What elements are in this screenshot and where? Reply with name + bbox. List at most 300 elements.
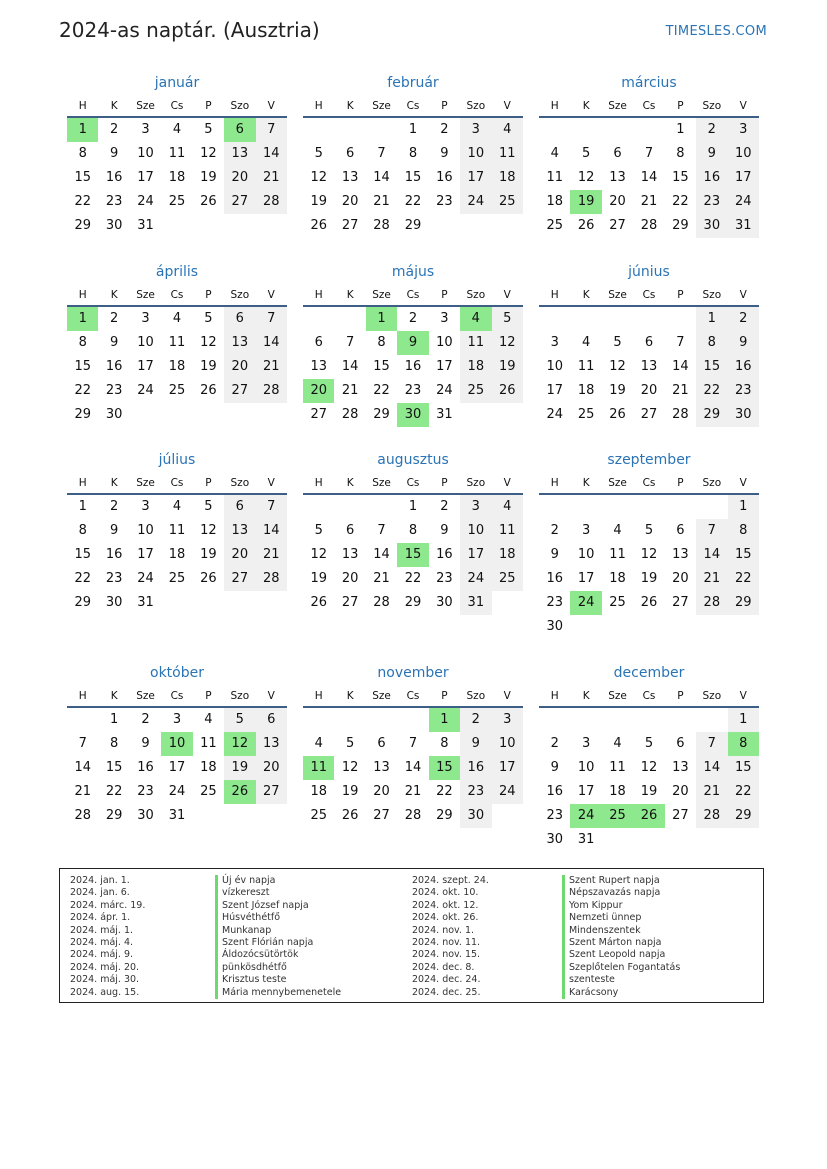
holiday-day-cell: 26 xyxy=(633,804,664,828)
day-cell: 6 xyxy=(644,335,654,350)
day-cell: 30 xyxy=(728,403,759,427)
holiday-date: 2024. nov. 11. xyxy=(412,936,481,948)
month-name: október xyxy=(150,665,204,681)
day-cell: 24 xyxy=(168,784,186,799)
day-cell: 22 xyxy=(105,784,123,799)
day-cell: 26 xyxy=(577,218,595,233)
day-cell: 11 xyxy=(168,523,186,538)
day-cell: 1 xyxy=(676,122,685,137)
day-cell: 7 xyxy=(644,146,654,161)
holiday-date: 2024. dec. 24. xyxy=(412,974,481,986)
holiday-dates-right xyxy=(412,875,489,999)
day-cell: 9 xyxy=(109,335,119,350)
day-cell: 17 xyxy=(436,359,453,374)
day-cell: 13 xyxy=(224,331,255,355)
weekday-label: P xyxy=(677,690,684,702)
empty-cell xyxy=(696,495,727,519)
day-cell: 14 xyxy=(256,519,287,543)
day-cell: 17 xyxy=(577,784,595,799)
day-cell: 30 xyxy=(546,619,563,634)
day-cell: 13 xyxy=(341,547,359,562)
day-cell: 22 xyxy=(404,571,422,586)
day-cell: 3 xyxy=(728,118,759,142)
empty-cell xyxy=(570,708,601,732)
holiday-name: Szeplőtelen Fogantatás xyxy=(562,962,680,974)
holiday-name: pünkösdhétfő xyxy=(215,962,341,974)
day-cell: 17 xyxy=(137,170,154,185)
day-cell: 10 xyxy=(137,523,154,538)
day-cell: 29 xyxy=(672,218,689,233)
day-cell: 31 xyxy=(460,591,491,615)
weekday-header xyxy=(539,686,759,708)
weekday-header xyxy=(303,96,523,118)
weekday-label: Szo xyxy=(702,289,722,301)
day-cell: 10 xyxy=(546,359,563,374)
day-cell: 24 xyxy=(460,190,491,214)
day-cell: 15 xyxy=(74,170,91,185)
day-cell: 9 xyxy=(550,760,559,775)
day-cell: 27 xyxy=(672,808,689,823)
day-cell: 14 xyxy=(256,331,287,355)
day-cell: 23 xyxy=(105,194,123,209)
day-cell: 2 xyxy=(696,118,727,142)
weekday-label: H xyxy=(550,477,559,489)
weekday-header xyxy=(539,285,759,307)
weekday-label: P xyxy=(205,477,212,489)
day-cell: 4 xyxy=(172,499,182,514)
day-cell: 8 xyxy=(440,736,449,751)
weekday-label: V xyxy=(267,100,275,112)
weekday-label: H xyxy=(78,289,87,301)
holiday-day-cell: 24 xyxy=(570,804,601,828)
day-cell: 11 xyxy=(577,359,595,374)
weekday-label: Cs xyxy=(406,477,420,489)
day-cell: 29 xyxy=(728,804,759,828)
day-cell: 23 xyxy=(546,808,563,823)
day-cell: 24 xyxy=(436,383,453,398)
holiday-date: 2024. ápr. 1. xyxy=(70,912,131,924)
day-cell: 19 xyxy=(640,571,658,586)
day-cell: 4 xyxy=(550,146,559,161)
day-cell: 17 xyxy=(492,756,523,780)
day-cell: 9 xyxy=(109,523,119,538)
day-cell: 14 xyxy=(256,142,287,166)
day-cell: 29 xyxy=(404,218,422,233)
holiday-day-cell: 25 xyxy=(602,804,633,828)
day-cell: 22 xyxy=(404,194,422,209)
weekday-label: P xyxy=(677,100,684,112)
day-cell: 11 xyxy=(546,170,563,185)
holiday-day-cell: 10 xyxy=(161,732,192,756)
weekday-label: K xyxy=(582,477,590,489)
day-grid xyxy=(303,495,523,615)
empty-cell xyxy=(334,307,365,331)
day-cell: 27 xyxy=(640,407,658,422)
weekday-label: H xyxy=(314,477,323,489)
day-cell: 3 xyxy=(440,311,449,326)
day-cell: 22 xyxy=(74,194,91,209)
day-cell: 14 xyxy=(696,756,727,780)
day-cell: 6 xyxy=(676,736,685,751)
day-cell: 21 xyxy=(373,194,390,209)
day-cell: 5 xyxy=(204,122,213,137)
day-cell: 25 xyxy=(577,407,595,422)
holiday-date: 2024. máj. 9. xyxy=(70,949,134,961)
day-cell: 7 xyxy=(696,519,727,543)
month-block xyxy=(67,72,287,238)
weekday-label: Sze xyxy=(136,100,155,112)
weekday-header xyxy=(67,96,287,118)
day-cell: 26 xyxy=(640,595,658,610)
day-cell: 4 xyxy=(172,311,182,326)
day-cell: 29 xyxy=(436,808,453,823)
empty-cell xyxy=(633,495,664,519)
day-cell: 2 xyxy=(141,712,150,727)
day-cell: 29 xyxy=(74,407,91,422)
day-cell: 13 xyxy=(609,170,626,185)
day-cell: 30 xyxy=(436,595,453,610)
holiday-day-cell: 15 xyxy=(429,756,460,780)
weekday-label: V xyxy=(503,477,511,489)
weekday-label: P xyxy=(677,477,684,489)
weekday-label: H xyxy=(314,100,323,112)
day-cell: 26 xyxy=(200,383,217,398)
empty-cell xyxy=(665,307,696,331)
day-cell: 22 xyxy=(373,383,390,398)
weekday-header xyxy=(67,285,287,307)
weekday-label: Sze xyxy=(372,100,391,112)
weekday-label: K xyxy=(110,690,118,702)
day-cell: 17 xyxy=(460,543,491,567)
day-cell: 20 xyxy=(224,543,255,567)
day-cell: 3 xyxy=(581,736,591,751)
day-cell: 14 xyxy=(672,359,689,374)
day-cell: 2 xyxy=(109,499,119,514)
weekday-label: V xyxy=(503,289,511,301)
month-block xyxy=(539,449,759,639)
day-cell: 3 xyxy=(141,122,150,137)
day-cell: 11 xyxy=(609,547,626,562)
empty-cell xyxy=(366,708,397,732)
weekday-label: P xyxy=(205,690,212,702)
holiday-day-cell: 12 xyxy=(224,732,255,756)
holiday-day-cell: 20 xyxy=(303,379,334,403)
holiday-name: Munkanap xyxy=(215,925,341,937)
day-cell: 9 xyxy=(728,331,759,355)
empty-cell xyxy=(570,495,601,519)
day-cell: 13 xyxy=(310,359,327,374)
day-cell: 28 xyxy=(640,218,658,233)
day-cell: 13 xyxy=(373,760,390,775)
day-cell: 21 xyxy=(672,383,689,398)
day-cell: 19 xyxy=(640,784,658,799)
day-cell: 29 xyxy=(728,591,759,615)
day-cell: 25 xyxy=(609,595,626,610)
empty-cell xyxy=(633,307,664,331)
empty-cell xyxy=(602,118,633,142)
day-cell: 11 xyxy=(168,335,186,350)
day-cell: 30 xyxy=(105,218,123,233)
day-cell: 8 xyxy=(78,146,87,161)
holiday-day-cell: 6 xyxy=(224,118,255,142)
day-cell: 15 xyxy=(105,760,123,775)
day-cell: 23 xyxy=(105,571,123,586)
empty-cell xyxy=(570,307,601,331)
day-cell: 16 xyxy=(105,547,123,562)
day-cell: 2 xyxy=(408,311,418,326)
holiday-day-cell: 26 xyxy=(224,780,255,804)
weekday-label: K xyxy=(110,477,118,489)
weekday-label: V xyxy=(739,477,747,489)
weekday-label: Szo xyxy=(466,690,486,702)
day-cell: 27 xyxy=(224,190,255,214)
day-cell: 12 xyxy=(640,760,658,775)
holiday-date: 2024. máj. 30. xyxy=(70,974,140,986)
day-grid xyxy=(303,708,523,828)
holiday-date: 2024. márc. 19. xyxy=(70,899,146,911)
day-cell: 30 xyxy=(460,804,491,828)
month-name: január xyxy=(154,75,200,91)
day-cell: 28 xyxy=(373,595,390,610)
holiday-names-right xyxy=(562,875,680,999)
weekday-label: Szo xyxy=(230,477,250,489)
day-grid xyxy=(67,307,287,427)
day-cell: 2 xyxy=(460,708,491,732)
day-cell: 4 xyxy=(172,122,182,137)
day-cell: 9 xyxy=(141,736,150,751)
weekday-label: Cs xyxy=(406,690,420,702)
day-cell: 25 xyxy=(546,218,563,233)
day-cell: 3 xyxy=(172,712,182,727)
day-cell: 29 xyxy=(373,407,390,422)
day-cell: 2 xyxy=(109,311,119,326)
day-cell: 2 xyxy=(440,499,449,514)
day-cell: 8 xyxy=(78,523,87,538)
day-cell: 18 xyxy=(492,166,523,190)
day-cell: 12 xyxy=(310,547,327,562)
day-cell: 9 xyxy=(696,142,727,166)
day-cell: 16 xyxy=(137,760,154,775)
holiday-name: Mária mennybemenetele xyxy=(215,987,341,999)
day-cell: 23 xyxy=(404,383,422,398)
day-cell: 30 xyxy=(105,407,123,422)
day-cell: 9 xyxy=(440,523,449,538)
weekday-label: V xyxy=(739,690,747,702)
weekday-label: V xyxy=(267,289,275,301)
day-cell: 21 xyxy=(640,194,658,209)
empty-cell xyxy=(397,708,428,732)
weekday-label: Sze xyxy=(372,690,391,702)
month-block xyxy=(303,72,523,238)
brand-link[interactable]: TIMESLES.COM xyxy=(665,24,767,39)
holiday-day-cell: 4 xyxy=(460,307,491,331)
day-cell: 21 xyxy=(256,355,287,379)
day-cell: 12 xyxy=(200,146,217,161)
weekday-label: Cs xyxy=(642,289,656,301)
day-cell: 10 xyxy=(577,547,595,562)
day-cell: 7 xyxy=(696,732,727,756)
day-cell: 15 xyxy=(373,359,390,374)
empty-cell xyxy=(366,495,397,519)
day-cell: 17 xyxy=(728,166,759,190)
holiday-day-cell: 1 xyxy=(366,307,397,331)
day-cell: 29 xyxy=(696,403,727,427)
day-cell: 25 xyxy=(492,190,523,214)
day-cell: 6 xyxy=(224,307,255,331)
month-name: július xyxy=(158,452,196,468)
day-cell: 10 xyxy=(492,732,523,756)
day-cell: 26 xyxy=(310,218,327,233)
day-cell: 20 xyxy=(256,756,287,780)
empty-cell xyxy=(633,118,664,142)
page-title: 2024-as naptár. (Ausztria) xyxy=(59,18,320,42)
day-grid xyxy=(539,307,759,427)
weekday-label: H xyxy=(314,690,323,702)
holiday-names-left xyxy=(215,875,341,999)
day-cell: 22 xyxy=(672,194,689,209)
day-cell: 22 xyxy=(728,567,759,591)
holiday-name: Szent Márton napja xyxy=(562,937,680,949)
day-cell: 8 xyxy=(78,335,87,350)
day-cell: 4 xyxy=(204,712,213,727)
holiday-name: Szent József napja xyxy=(215,900,341,912)
day-cell: 28 xyxy=(672,407,689,422)
day-cell: 26 xyxy=(200,571,217,586)
day-cell: 5 xyxy=(345,736,355,751)
day-cell: 9 xyxy=(440,146,449,161)
day-cell: 7 xyxy=(256,118,287,142)
day-cell: 22 xyxy=(728,780,759,804)
day-cell: 16 xyxy=(404,359,422,374)
day-cell: 17 xyxy=(137,359,154,374)
holiday-date: 2024. okt. 10. xyxy=(412,887,479,899)
day-cell: 12 xyxy=(200,335,217,350)
weekday-label: P xyxy=(677,289,684,301)
day-grid xyxy=(539,708,759,852)
weekday-label: H xyxy=(78,100,87,112)
day-cell: 1 xyxy=(78,499,87,514)
empty-cell xyxy=(303,495,334,519)
day-cell: 18 xyxy=(168,359,186,374)
day-cell: 17 xyxy=(546,383,563,398)
day-cell: 9 xyxy=(550,547,559,562)
day-cell: 21 xyxy=(696,780,727,804)
weekday-label: H xyxy=(78,690,87,702)
day-cell: 20 xyxy=(224,166,255,190)
day-cell: 28 xyxy=(256,190,287,214)
day-cell: 8 xyxy=(696,331,727,355)
day-cell: 22 xyxy=(74,571,91,586)
day-cell: 2 xyxy=(550,523,559,538)
day-cell: 18 xyxy=(460,355,491,379)
day-cell: 20 xyxy=(341,194,359,209)
day-cell: 16 xyxy=(696,166,727,190)
day-cell: 4 xyxy=(613,736,622,751)
day-cell: 23 xyxy=(728,379,759,403)
day-cell: 25 xyxy=(310,808,327,823)
holiday-date: 2024. dec. 8. xyxy=(412,961,475,973)
holiday-name: Krisztus teste xyxy=(215,974,341,986)
day-cell: 21 xyxy=(74,784,91,799)
day-cell: 25 xyxy=(168,571,186,586)
holiday-date: 2024. okt. 26. xyxy=(412,912,479,924)
holiday-name: Új év napja xyxy=(215,875,341,887)
day-cell: 3 xyxy=(581,523,591,538)
day-cell: 12 xyxy=(577,170,595,185)
day-cell: 27 xyxy=(224,379,255,403)
day-cell: 10 xyxy=(436,335,453,350)
weekday-label: H xyxy=(550,289,559,301)
weekday-label: V xyxy=(739,100,747,112)
weekday-label: Cs xyxy=(170,289,184,301)
day-cell: 19 xyxy=(492,355,523,379)
weekday-label: Szo xyxy=(230,690,250,702)
day-cell: 17 xyxy=(137,547,154,562)
day-cell: 12 xyxy=(341,760,359,775)
month-block xyxy=(303,261,523,427)
holiday-day-cell: 30 xyxy=(397,403,428,427)
day-cell: 19 xyxy=(341,784,359,799)
weekday-header xyxy=(303,473,523,495)
weekday-label: V xyxy=(503,100,511,112)
weekday-label: Sze xyxy=(608,100,627,112)
month-name: december xyxy=(613,665,685,681)
day-cell: 14 xyxy=(74,760,91,775)
day-cell: 27 xyxy=(609,218,626,233)
day-cell: 1 xyxy=(728,495,759,519)
day-cell: 7 xyxy=(408,736,418,751)
day-cell: 29 xyxy=(404,595,422,610)
holiday-day-cell: 24 xyxy=(570,591,601,615)
month-name: május xyxy=(391,264,435,280)
day-cell: 3 xyxy=(460,495,491,519)
day-cell: 8 xyxy=(408,523,418,538)
holiday-dates-left xyxy=(70,875,145,999)
weekday-header xyxy=(303,285,523,307)
day-cell: 18 xyxy=(546,194,563,209)
day-cell: 1 xyxy=(696,307,727,331)
weekday-label: Sze xyxy=(372,289,391,301)
day-cell: 10 xyxy=(460,142,491,166)
day-cell: 20 xyxy=(609,194,626,209)
month-block xyxy=(67,449,287,615)
day-cell: 24 xyxy=(137,571,154,586)
day-cell: 26 xyxy=(310,595,327,610)
day-cell: 16 xyxy=(105,170,123,185)
day-cell: 28 xyxy=(696,804,727,828)
month-block xyxy=(67,662,287,828)
month-name: március xyxy=(621,75,677,91)
day-cell: 28 xyxy=(404,808,422,823)
day-cell: 20 xyxy=(672,571,689,586)
day-cell: 12 xyxy=(310,170,327,185)
day-cell: 29 xyxy=(74,218,91,233)
weekday-label: Sze xyxy=(136,289,155,301)
day-cell: 24 xyxy=(137,383,154,398)
weekday-label: Szo xyxy=(230,100,250,112)
day-cell: 4 xyxy=(492,118,523,142)
day-grid xyxy=(539,118,759,238)
day-cell: 22 xyxy=(74,383,91,398)
day-cell: 16 xyxy=(546,784,563,799)
holiday-name: Karácsony xyxy=(562,987,680,999)
weekday-label: V xyxy=(503,690,511,702)
weekday-label: K xyxy=(346,477,354,489)
weekday-label: Szo xyxy=(702,690,722,702)
empty-cell xyxy=(539,307,570,331)
weekday-label: K xyxy=(110,100,118,112)
day-cell: 18 xyxy=(577,383,595,398)
